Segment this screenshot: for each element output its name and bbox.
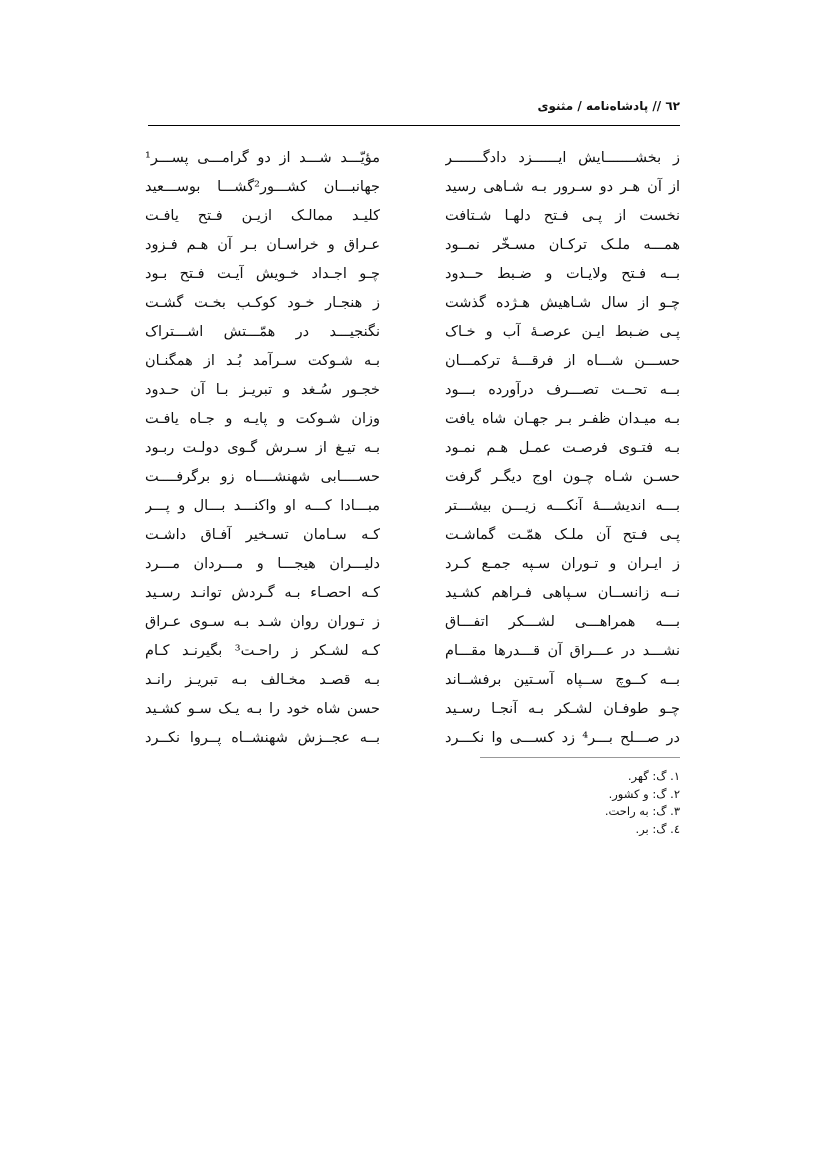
verse-line: نــه زانســان سـپاهی فـراهم کشـید: [445, 585, 680, 601]
verse-line: بـــه همراهـــی لشـــکر اتفـــاق: [445, 614, 680, 630]
verse-line: دلیـــران هیجـــا و مـــردان مـــرد: [145, 556, 380, 572]
verse-line: بــه عجــزش شهنشــاه پــروا نکــرد: [145, 730, 380, 746]
verse-line: مؤیّـــد شـــد از دو گرامـــی پســـر¹: [145, 150, 380, 166]
header-rule: [148, 125, 680, 126]
verse-line: چـو طوفـان لشـکر بـه آنجـا رسـید: [445, 701, 680, 717]
verse-line: وزان شـوکت و پایـه و جـاه یافـت: [145, 411, 380, 427]
verse-line: بـه تیـغ از سـرش گـوی دولـت ربـود: [145, 440, 380, 456]
footnote-rule: [480, 757, 680, 758]
verse-line: حسن شاه خود را بـه یـک سـو کشـید: [145, 701, 380, 717]
verse-line: حســـن شـــاه از فرقـــهٔ ترکمـــان: [445, 353, 680, 369]
verse-line: کلیـد ممالـک ازیـن فـتح یافـت: [145, 208, 380, 224]
verse-column-left: [145, 144, 380, 753]
verse-line: بـــه اندیشـــهٔ آنکـــه زیـــن بیشـــتر: [445, 498, 680, 514]
footnote: ٢. گ: و کشور.: [608, 786, 680, 801]
verse-line: ز هنجـار خـود کوکـب بخـت گشـت: [145, 295, 380, 311]
verse-line: بـه قصـد مخـالف بـه تبریـز رانـد: [145, 672, 380, 688]
verse-line: نشـــد در عـــراق آن قـــدرها مقـــام: [445, 643, 680, 659]
verse-line: همـــه ملـک ترکـان مسـخّر نمــود: [445, 237, 680, 253]
verse-line: حســــابی شهنشــــاه زو برگرفــــت: [145, 469, 380, 485]
verse-line: نخست از پـی فـتح دلهـا شـتافت: [445, 208, 680, 224]
verse-line: پـی فـتح آن ملـک همّـت گماشـت: [445, 527, 680, 543]
verse-line: ز ایـران و تـوران سـپه جمـع کـرد: [445, 556, 680, 572]
verse-line: حسـن شـاه چـون اوج دیگـر گرفت: [445, 469, 680, 485]
verse-line: نگنجیـــد در همّـــتش اشـــتراک: [145, 324, 380, 340]
verse-line: کـه سـامان تسـخیر آفـاق داشـت: [145, 527, 380, 543]
verse-line: عـراق و خراسـان بـر آن هـم فـزود: [145, 237, 380, 253]
verse-line: بــه کــوچ ســپاه آسـتین برفشــاند: [445, 672, 680, 688]
verse-line: بــه تحــت تصـــرف درآورده بـــود: [445, 382, 680, 398]
verse-line: چـو از سال شـاهیش هـژده گذشت: [445, 295, 680, 311]
verse-line: پـی ضـبط ایـن عرصـهٔ آب و خـاک: [445, 324, 680, 340]
footnote: ١. گ: گهر.: [627, 769, 680, 783]
verse-line: کـه لشـکر ز راحـت³ بگیرنـد کـام: [145, 643, 380, 659]
footnote: ٣. گ: به راحت.: [604, 804, 680, 818]
verse-line: چـو اجـداد خـویش آیـت فـتح بـود: [145, 266, 380, 282]
verse-line: از آن هـر دو سـرور بـه شـاهی رسید: [445, 179, 680, 195]
verse-line: در صـــلح بـــر⁴ زد کســـی وا نکـــرد: [445, 730, 680, 746]
verse-line: ز تـوران روان شـد بـه سـوی عـراق: [145, 614, 380, 630]
verse-line: بـه شـوکت سـرآمد بُـد از همگنـان: [145, 353, 380, 369]
verse-line: بـه میـدان ظفـر بـر جهـان شاه یافت: [445, 411, 680, 427]
verse-line: جهانبـــان کشـــور²گشـــا بوســـعید: [145, 179, 380, 195]
verse-line: ز بخشـــــــایش ایــــــزد دادگـــــــر: [445, 150, 680, 166]
verse-column-right: [445, 144, 680, 753]
verse-line: بــه فـتح ولایـات و ضـبط حــدود: [445, 266, 680, 282]
footnotes: [605, 768, 680, 838]
footnote: ٤. گ: بر.: [635, 821, 680, 836]
verse-line: کـه احصـاء بـه گـردش توانـد رسـید: [145, 585, 380, 601]
verse-line: خجـور سُـغد و تبریـز بـا آن حـدود: [145, 382, 380, 398]
running-header: ٦٢ // پادشاه‌نامه / مثنوی: [537, 99, 680, 113]
verse-line: بـه فتـوی فرصـت عمـل هـم نمـود: [445, 440, 680, 456]
verse-line: مبـــادا کـــه او واکنـــد بـــال و پـــر: [145, 498, 380, 514]
